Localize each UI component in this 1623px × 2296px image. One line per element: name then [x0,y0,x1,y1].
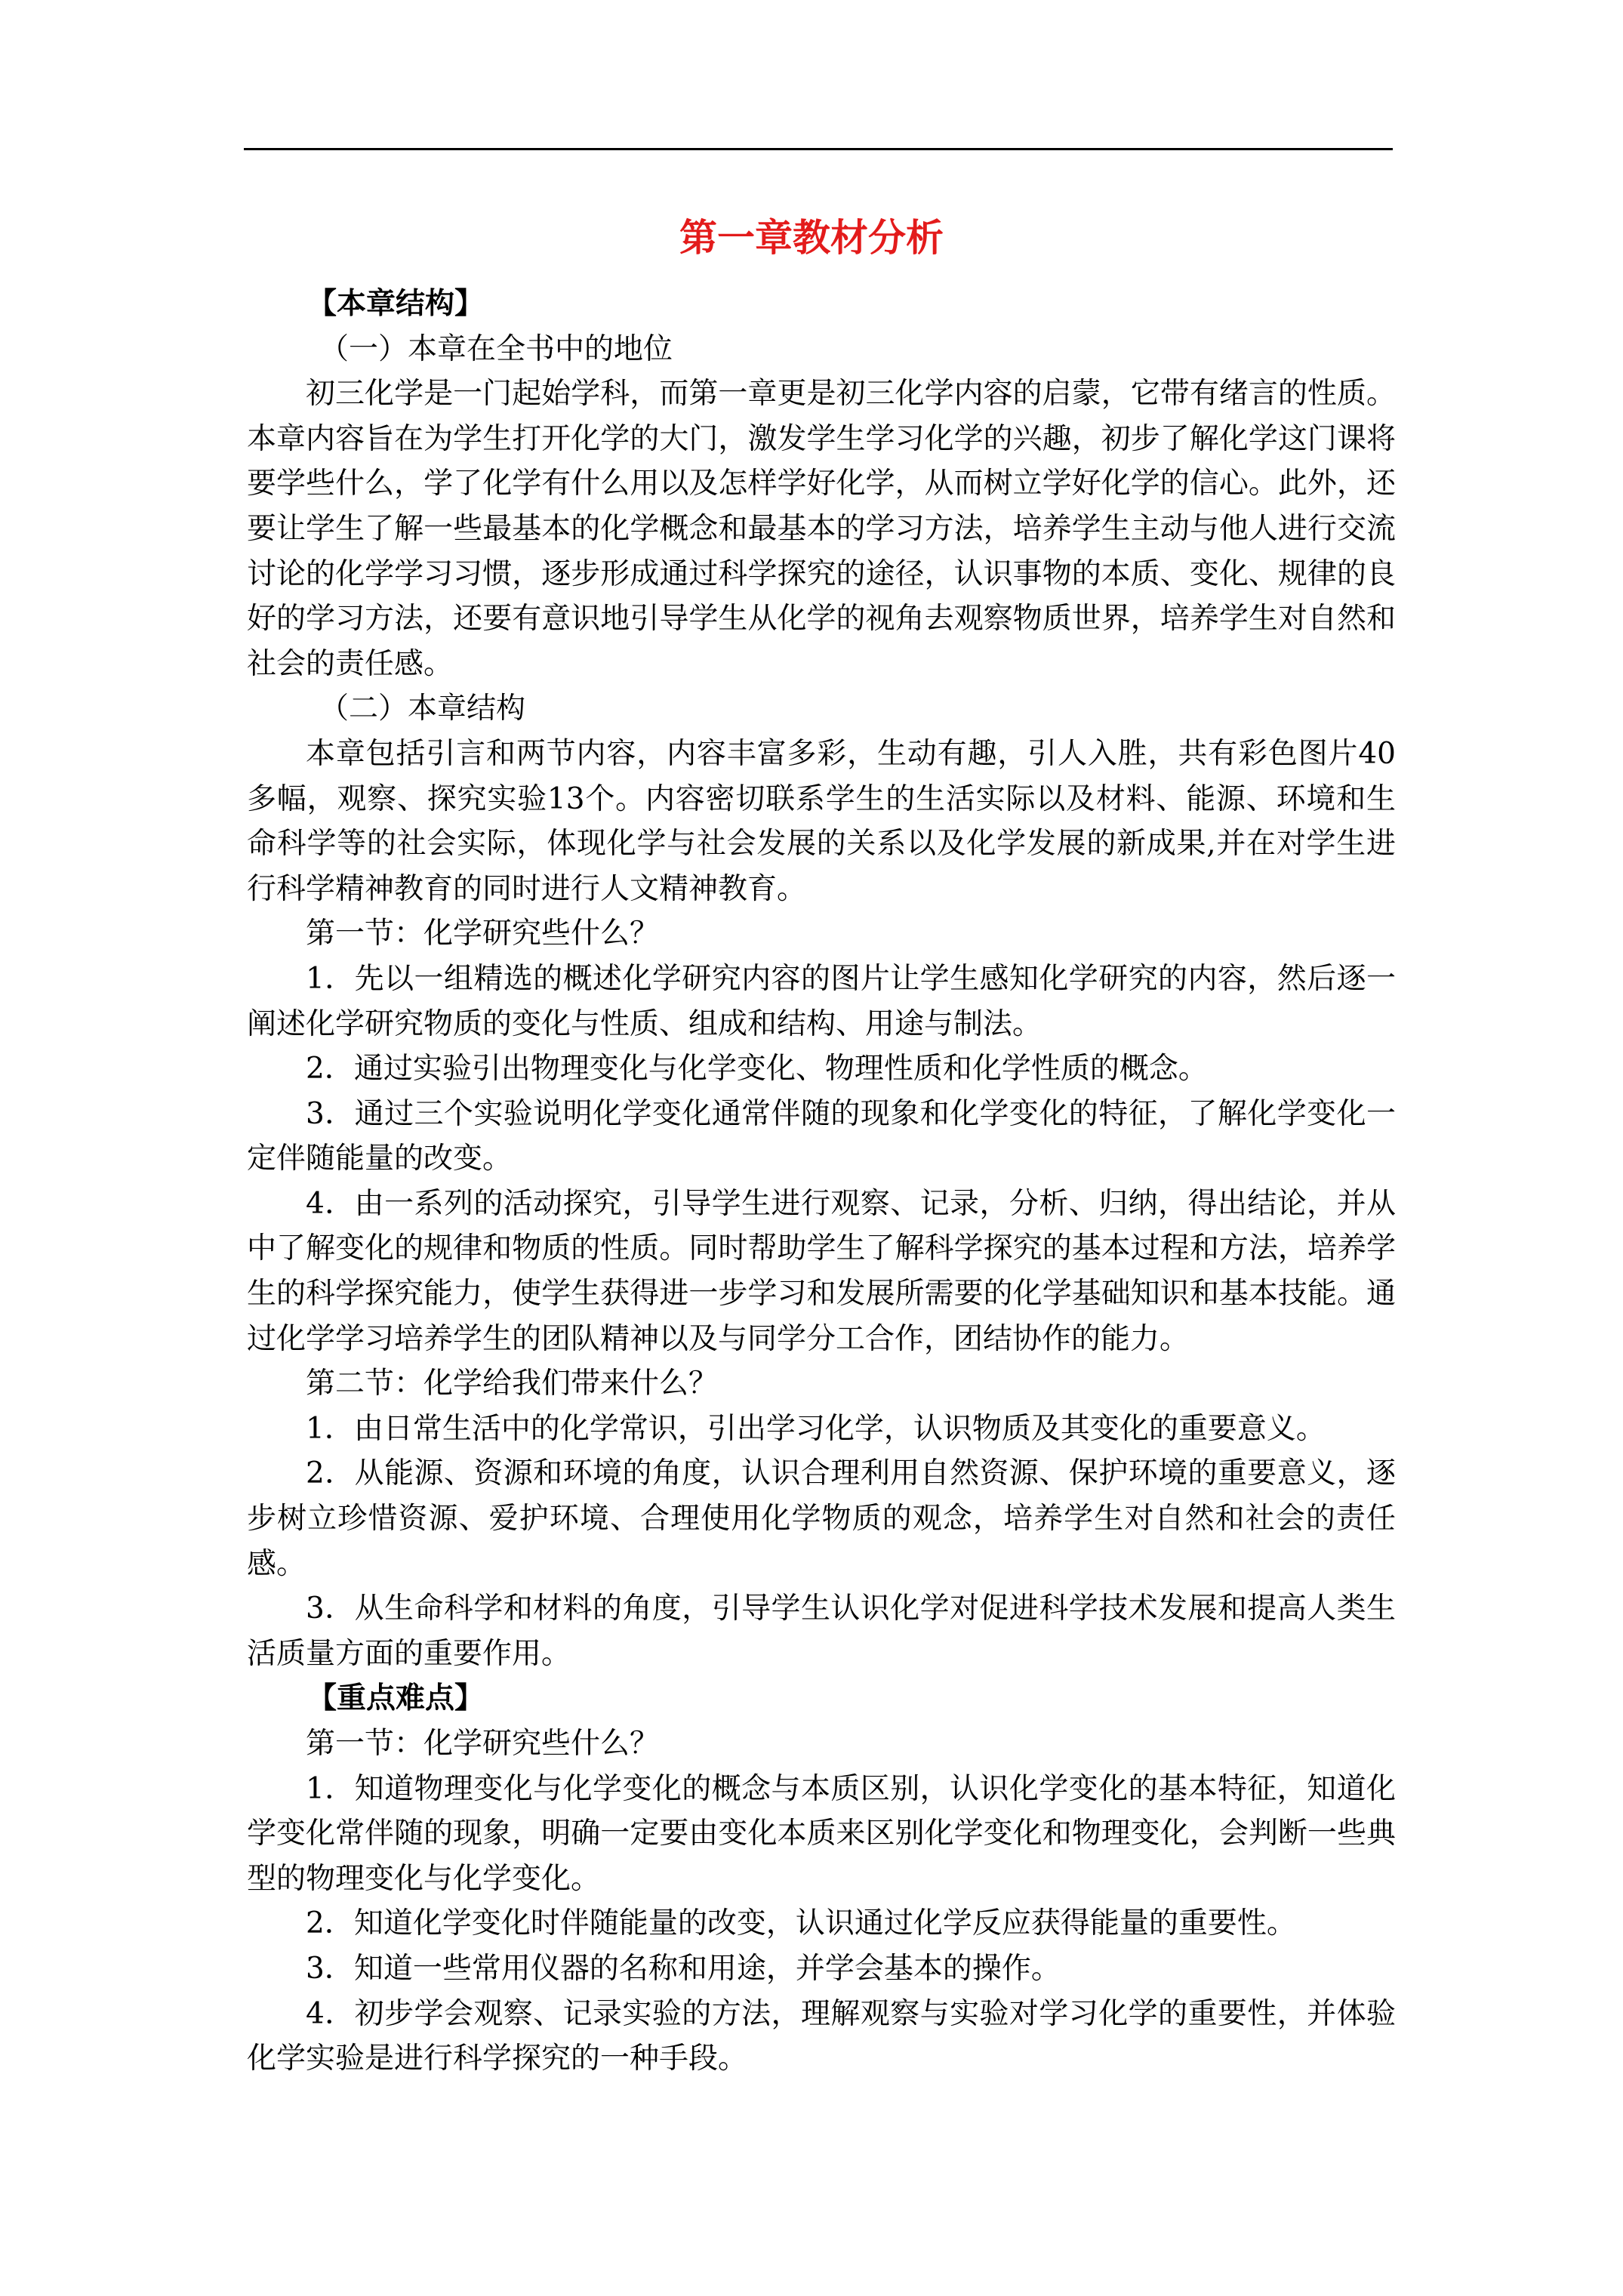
paragraph: 2．通过实验引出物理变化与化学变化、物理性质和化学性质的概念。 [306,1052,1208,1086]
page-title: 第一章教材分析 [679,215,944,260]
subsection-heading: （一）本章在全书中的地位 [319,331,673,366]
paragraph: 初三化学是一门起始学科，而第一章更是初三化学内容的启蒙，它带有绪言的性质。本章内容旨在为学生打开化学的大门，激发学生学习化学的兴趣，初步了解化学这门课将要学些什么，学了化学有什么用以及怎样学好化学，从而树立学好化学的信心。此外，还要让学生了解一些最基本的化学概念和最基本的学习方法，培养学生主动与他人进行交流讨论的化学学习习惯，逐步形成通过科学探究的途径，认识事物的本质、变化、规律的良好的学习方法，还要有意识地引导学生从化学的视角去观察物质世界，培养学生对自然和社会的责任感。 [247,377,1396,681]
paragraph: 第一节：化学研究些什么？ [306,1727,660,1761]
header-rule [244,148,1393,150]
paragraph: 2．从能源、资源和环境的角度，认识合理利用自然资源、保护环境的重要意义，逐步树立珍惜资源、爱护环境、合理使用化学物质的观念，培养学生对自然和社会的责任感。 [247,1456,1396,1581]
section-heading: 【本章结构】 [307,286,485,321]
document-body [247,282,1396,2082]
paragraph: 1．知道物理变化与化学变化的概念与本质区别，认识化学变化的基本特征，知道化学变化常伴随的现象，明确一定要由变化本质来区别化学变化和物理变化，会判断一些典型的物理变化与化学变化。 [247,1771,1396,1896]
paragraph: 2．知道化学变化时伴随能量的改变，认识通过化学反应获得能量的重要性。 [306,1906,1296,1941]
paragraph: 本章包括引言和两节内容，内容丰富多彩，生动有趣，引人入胜，共有彩色图片40多幅，观察、探究实验13个。内容密切联系学生的生活实际以及材料、能源、环境和生命科学等的社会实际，体现化学与社会发展的关系以及化学发展的新成果,并在对学生进行科学精神教育的同时进行人文精神教育。 [247,736,1396,906]
subsection-heading: （二）本章结构 [319,692,526,726]
paragraph: 4．由一系列的活动探究，引导学生进行观察、记录，分析、归纳，得出结论，并从中了解变化的规律和物质的性质。同时帮助学生了解科学探究的基本过程和方法，培养学生的科学探究能力，使学生获得进一步学习和发展所需要的化学基础知识和基本技能。通过化学学习培养学生的团队精神以及与同学分工合作，团结协作的能力。 [247,1186,1396,1356]
paragraph: 3．从生命科学和材料的角度，引导学生认识化学对促进科学技术发展和提高人类生活质量方面的重要作用。 [247,1592,1396,1671]
paragraph: 4．初步学会观察、记录实验的方法，理解观察与实验对学习化学的重要性，并体验化学实验是进行科学探究的一种手段。 [247,1996,1396,2076]
paragraph: 第一节：化学研究些什么？ [306,917,660,951]
section-heading: 【重点难点】 [307,1681,485,1716]
paragraph: 3．知道一些常用仪器的名称和用途，并学会基本的操作。 [306,1951,1061,1986]
paragraph: 第二节：化学给我们带来什么？ [306,1367,719,1401]
paragraph: 3．通过三个实验说明化学变化通常伴随的现象和化学变化的特征，了解化学变化一定伴随能量的改变。 [247,1096,1396,1176]
paragraph: 1．由日常生活中的化学常识，引出学习化学，认识物质及其变化的重要意义。 [306,1411,1326,1446]
paragraph: 1．先以一组精选的概述化学研究内容的图片让学生感知化学研究的内容，然后逐一阐述化学研究物质的变化与性质、组成和结构、用途与制法。 [247,961,1396,1041]
